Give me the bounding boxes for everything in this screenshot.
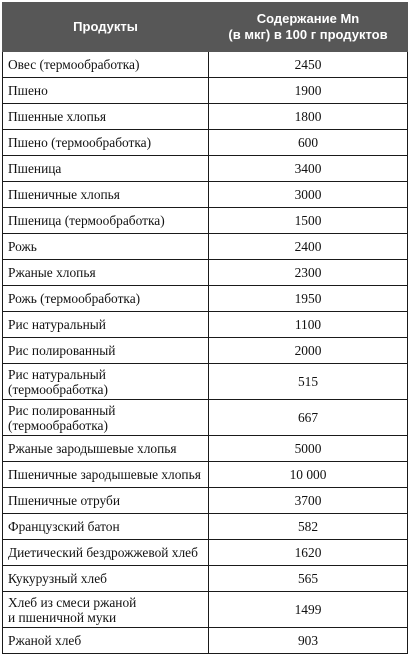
manganese-value: 667 [297, 410, 319, 425]
product-name-cell [3, 312, 209, 338]
product-name-cell [3, 592, 209, 628]
product-name-cell [3, 104, 209, 130]
product-name: Рис натуральный [8, 317, 106, 332]
manganese-value: 600 [297, 135, 319, 150]
product-name: Рожь [8, 239, 37, 254]
product-name-cell [3, 156, 209, 182]
table-row [3, 338, 408, 364]
manganese-value: 582 [297, 519, 319, 534]
product-name: Французский батон [8, 519, 120, 534]
manganese-value: 1800 [294, 109, 322, 124]
table-header-row [3, 3, 408, 52]
product-name: Пшеница [8, 161, 62, 176]
table-body [3, 52, 408, 654]
product-name-cell [3, 78, 209, 104]
product-name: Рис полированный [8, 343, 116, 358]
product-name: Пшеничные зародышевые хлопья [8, 467, 201, 482]
product-name: Ржаной хлеб [8, 633, 82, 648]
header-manganese-line1: Содержание Mn [256, 11, 360, 26]
manganese-value-cell [209, 234, 408, 260]
product-name-cell [3, 628, 209, 654]
product-name-cell [3, 462, 209, 488]
table-row [3, 488, 408, 514]
manganese-value: 1950 [294, 291, 322, 306]
manganese-value: 3000 [294, 187, 322, 202]
manganese-value-cell [209, 488, 408, 514]
header-manganese-line2: (в мкг) в 100 г продуктов [228, 27, 388, 42]
table-row [3, 400, 408, 436]
product-name-cell [3, 488, 209, 514]
manganese-value-cell [209, 462, 408, 488]
manganese-value-cell [209, 260, 408, 286]
table-row [3, 312, 408, 338]
product-name-cell [3, 260, 209, 286]
product-name: Рожь (термообработка) [8, 291, 141, 306]
product-name-line2: (термообработка) [8, 381, 108, 397]
manganese-value-cell [209, 286, 408, 312]
manganese-value-cell [209, 312, 408, 338]
product-name-cell [3, 338, 209, 364]
table-row [3, 540, 408, 566]
manganese-value: 3400 [294, 161, 322, 176]
table-row [3, 52, 408, 78]
manganese-value-cell [209, 628, 408, 654]
manganese-value: 2300 [294, 265, 322, 280]
product-name: Диетический бездрожжевой хлеб [8, 545, 198, 560]
product-name: Пшено [8, 83, 48, 98]
manganese-value-cell [209, 566, 408, 592]
product-name-cell [3, 286, 209, 312]
manganese-value: 5000 [294, 441, 322, 456]
product-name: Пшеничные отруби [8, 493, 120, 508]
table-row [3, 462, 408, 488]
manganese-value-cell [209, 182, 408, 208]
product-name: Пшенные хлопья [8, 109, 107, 124]
table-row [3, 286, 408, 312]
product-name-cell [3, 130, 209, 156]
manganese-value: 903 [297, 633, 319, 648]
table-row [3, 156, 408, 182]
table-row [3, 130, 408, 156]
manganese-value: 1900 [294, 83, 322, 98]
manganese-value-cell [209, 540, 408, 566]
product-name-line2: (термообработка) [8, 417, 108, 433]
table-row [3, 628, 408, 654]
manganese-value-cell [209, 514, 408, 540]
manganese-value: 565 [297, 571, 319, 586]
product-name: Кукурузный хлеб [8, 571, 107, 586]
manganese-value-cell [209, 52, 408, 78]
table-row [3, 260, 408, 286]
header-products [3, 3, 209, 52]
product-name-cell [3, 182, 209, 208]
product-name: Пшено (термообработка) [8, 135, 152, 150]
product-name-cell [3, 540, 209, 566]
product-name-cell [3, 566, 209, 592]
manganese-value-cell [209, 156, 408, 182]
product-name-cell [3, 400, 209, 436]
product-name: Рис полированный [8, 402, 116, 418]
manganese-content-table [2, 2, 408, 654]
manganese-value-cell [209, 436, 408, 462]
table-row [3, 592, 408, 628]
header-manganese [209, 3, 408, 52]
table-row [3, 436, 408, 462]
table-row [3, 514, 408, 540]
product-name-line2: и пшеничной муки [8, 609, 117, 625]
product-name: Ржаные зародышевые хлопья [8, 441, 177, 456]
table-row [3, 364, 408, 400]
manganese-value-cell [209, 364, 408, 400]
product-name: Хлеб из смеси ржаной [8, 594, 137, 610]
product-name: Пшеница (термообработка) [8, 213, 165, 228]
manganese-value-cell [209, 400, 408, 436]
manganese-value-cell [209, 208, 408, 234]
manganese-value: 3700 [294, 493, 322, 508]
manganese-value: 2000 [294, 343, 322, 358]
manganese-value-cell [209, 104, 408, 130]
product-name-cell [3, 52, 209, 78]
table-row [3, 566, 408, 592]
product-name: Пшеничные хлопья [8, 187, 120, 202]
product-name-cell [3, 436, 209, 462]
manganese-value: 1620 [294, 545, 322, 560]
manganese-value: 10 000 [289, 467, 327, 482]
manganese-value-cell [209, 592, 408, 628]
table-row [3, 182, 408, 208]
product-name-cell [3, 514, 209, 540]
manganese-value: 1100 [294, 317, 322, 332]
product-name: Ржаные хлопья [8, 265, 96, 280]
header-products-label: Продукты [73, 19, 138, 34]
product-name: Овес (термообработка) [8, 57, 140, 72]
table-row [3, 104, 408, 130]
manganese-value: 1500 [294, 213, 322, 228]
product-name-cell [3, 364, 209, 400]
manganese-value-cell [209, 130, 408, 156]
table-row [3, 78, 408, 104]
product-name: Рис натуральный [8, 366, 106, 382]
manganese-value: 2450 [294, 57, 322, 72]
table-row [3, 234, 408, 260]
manganese-value: 1499 [294, 602, 322, 617]
manganese-value: 515 [297, 374, 319, 389]
product-name-cell [3, 208, 209, 234]
table-row [3, 208, 408, 234]
manganese-value-cell [209, 338, 408, 364]
product-name-cell [3, 234, 209, 260]
manganese-value-cell [209, 78, 408, 104]
manganese-value: 2400 [294, 239, 322, 254]
